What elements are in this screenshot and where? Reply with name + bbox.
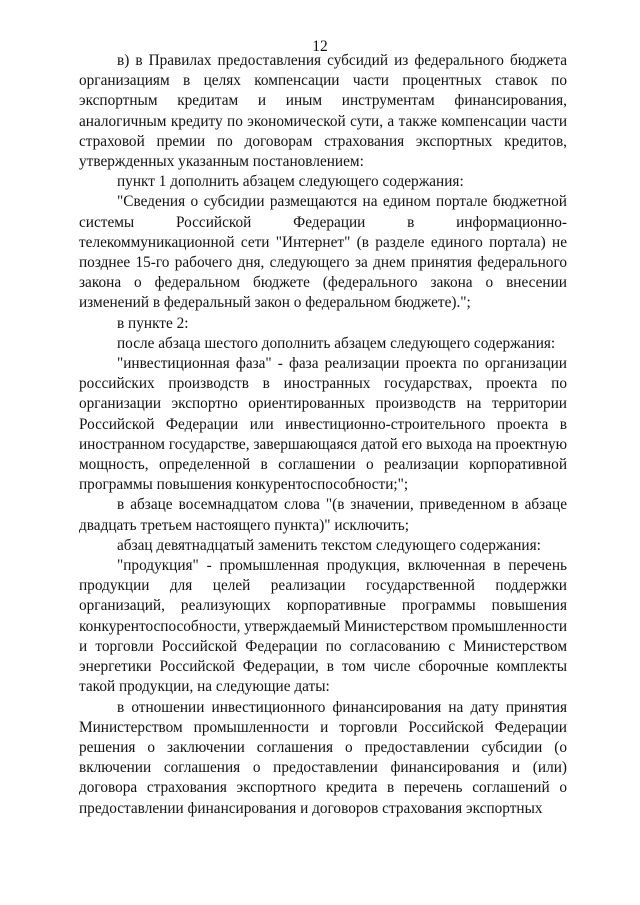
document-body [79,51,567,819]
paragraph-nineteenth-replacement: абзац девятнадцатый заменить текстом следующего содержания: [117,536,541,554]
paragraph-subsidy-info-quote: "Сведения о субсидии размещаются на едином портале бюджетной системы Российской Федерации в информационно-телекоммуникационной сети "Интернет" (в разделе единого портала) не позднее 15-го рабочего дня, следующего за днем принятия федерального закона о федеральном бюджете (федерального закона о внесении изменений в федеральный закон о федеральном бюджете)."; [79,193,567,312]
paragraph-point-2-intro: в пункте 2: [117,314,189,332]
paragraph-point-1-intro: пункт 1 дополнить абзацем следующего содержания: [117,173,464,191]
paragraph-after-sixth: после абзаца шестого дополнить абзацем следующего содержания: [117,334,556,352]
page-number: 12 [312,38,328,55]
paragraph-investment-financing-date: в отношении инвестиционного финансирования на дату принятия Министерством промышленности и торговли Российской Федерации решения о заключении соглашения о предоставлении субсидии (о включении соглашения о предоставлении финансирования и (или) договора страхования экспортного кредита в перечень соглашений о предоставлении финансирования и договоров страхования экспортных [79,698,567,817]
paragraph-investment-phase-definition: "инвестиционная фаза" - фаза реализации проекта по организации российских производств в иностранных государствах, проекта по организации экспортно ориентированных производств на территории Российской Федерации или инвестиционно-строительного проекта в иностранном государстве, завершающаяся датой его выхода на проектную мощность, определенной в соглашении о реализации корпоративной программы повышения конкурентоспособности;"; [79,355,567,494]
paragraph-products-definition: "продукция" - промышленная продукция, включенная в перечень продукции для целей реализации государственной поддержки организаций, реализующих корпоративные программы повышения конкурентоспособности, утверждаемый Министерством промышленности и торговли Российской Федерации по согласованию с Министерством энергетики Российской Федерации, в том числе сборочные комплекты такой продукции, на следующие даты: [79,557,567,696]
paragraph-eighteenth-amendment: в абзаце восемнадцатом слова "(в значении, приведенном в абзаце двадцать третьем настоящего пункта)" исключить; [79,496,567,534]
paragraph-subsection-v: в) в Правилах предоставления субсидий из федерального бюджета организациям в целях компенсации части процентных ставок по экспортным кредитам и иным инструментам финансирования, аналогичным кредиту по экономической сути, а также компенсации части страховой премии по договорам страхования экспортных кредитов, утвержденных указанным постановлением: [79,52,567,171]
